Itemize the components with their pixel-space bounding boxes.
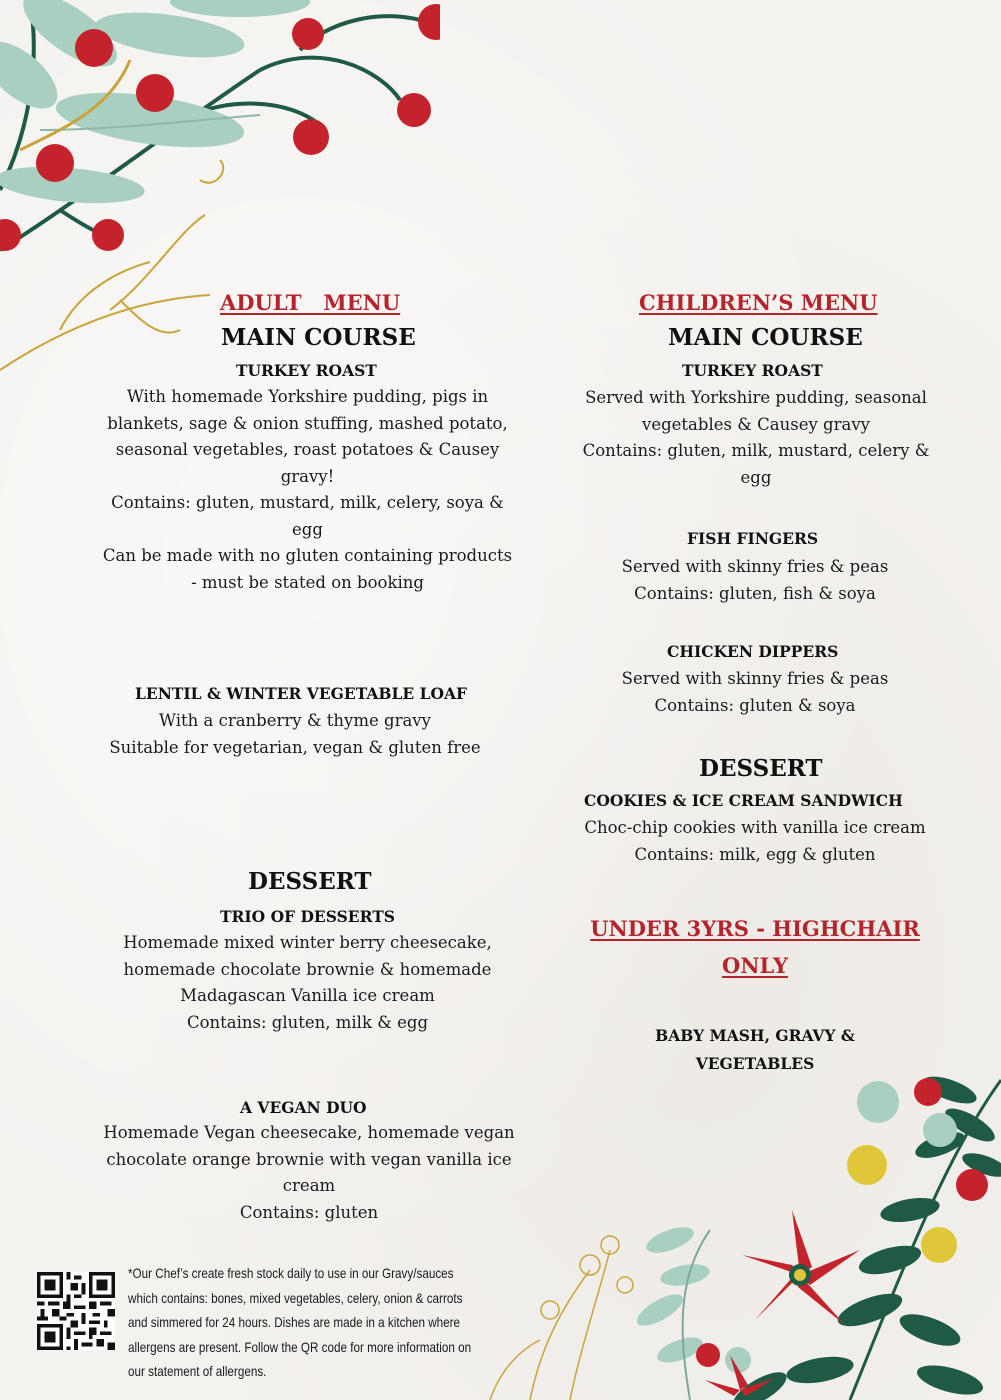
adult-main-course-heading: MAIN COURSE (221, 324, 416, 351)
children-chicken-dippers-name: CHICKEN DIPPERS (667, 642, 839, 661)
children-main-course-heading: MAIN COURSE (668, 324, 863, 351)
adult-trio-desserts-description (80, 930, 535, 1036)
desc-line: Homemade mixed winter berry cheesecake, (123, 933, 492, 952)
adult-trio-desserts-name: TRIO OF DESSERTS (220, 907, 395, 926)
title-line: UNDER 3YRS - HIGHCHAIR (590, 916, 920, 941)
desc-line: Served with skinny fries & peas (621, 669, 889, 688)
footnote-line: and simmered for 24 hours. Dishes are made in a kitchen where (128, 1315, 461, 1330)
desc-line: Suitable for vegetarian, vegan & gluten free (109, 737, 481, 757)
under-3yrs-highchair-title (560, 910, 950, 984)
adult-lentil-loaf-description (80, 708, 510, 761)
children-cookies-sandwich-name: COOKIES & ICE CREAM SANDWICH (584, 791, 903, 810)
footnote-line: which contains: bones, mixed vegetables, celery, onion & carrots (128, 1290, 463, 1306)
desc-line: Can be made with no gluten containing products (102, 546, 513, 565)
title-line: ONLY (722, 953, 788, 978)
desc-line: Choc-chip cookies with vanilla ice cream (584, 818, 926, 837)
qr-code-icon[interactable] (37, 1272, 115, 1350)
desc-line: - must be stated on booking (191, 572, 424, 592)
allergen-footnote (128, 1262, 524, 1385)
desc-line: homemade chocolate brownie & homemade (123, 959, 492, 979)
desc-line: Contains: gluten, milk & egg (186, 1012, 429, 1032)
desc-line: egg (292, 519, 323, 539)
adult-vegan-duo-name: A VEGAN DUO (240, 1098, 367, 1117)
desc-line: Contains: gluten & soya (654, 695, 856, 715)
children-dessert-heading: DESSERT (699, 755, 823, 782)
desc-line: With homemade Yorkshire pudding, pigs in (126, 387, 489, 406)
desc-line: Contains: gluten, fish & soya (634, 583, 876, 603)
desc-line: cream (282, 1176, 336, 1195)
adult-menu-title: ADULT MENU (220, 290, 401, 315)
poinsettia-foliage-decoration (470, 1070, 1001, 1400)
desc-line: egg (740, 467, 772, 487)
dish-line: VEGETABLES (695, 1054, 815, 1073)
adult-dessert-heading: DESSERT (248, 868, 372, 895)
children-fish-fingers-description (560, 554, 950, 607)
desc-line: Contains: gluten, milk, mustard, celery & (582, 441, 930, 460)
desc-line: Madagascan Vanilla ice cream (180, 986, 435, 1005)
desc-line: chocolate orange brownie with vegan vanilla ice (106, 1149, 512, 1169)
children-menu-title: CHILDREN’S MENU (639, 290, 878, 315)
footnote-line: our statement of allergens. (128, 1364, 267, 1379)
adult-lentil-loaf-name: LENTIL & WINTER VEGETABLE LOAF (135, 684, 468, 703)
desc-line: Contains: gluten, mustard, milk, celery, soya & (111, 493, 504, 512)
desc-line: Contains: milk, egg & gluten (634, 844, 876, 864)
desc-line: With a cranberry & thyme gravy (159, 711, 431, 730)
desc-line: Homemade Vegan cheesecake, homemade vegan (103, 1123, 515, 1142)
adult-turkey-roast-description (80, 384, 535, 596)
adult-turkey-roast-name: TURKEY ROAST (236, 361, 377, 380)
desc-line: blankets, sage & onion stuffing, mashed potato, (107, 413, 508, 433)
desc-line: Served with Yorkshire pudding, seasonal (585, 388, 927, 407)
footnote-line: *Our Chef’s create fresh stock daily to use in our Gravy/sauces (128, 1266, 454, 1281)
desc-line: Contains: gluten (239, 1202, 379, 1222)
desc-line: Served with skinny fries & peas (621, 557, 889, 576)
children-turkey-roast-description (560, 385, 952, 491)
desc-line: gravy! (280, 466, 335, 486)
children-fish-fingers-name: FISH FINGERS (687, 529, 819, 548)
children-cookies-sandwich-description (560, 815, 950, 868)
desc-line: seasonal vegetables, roast potatoes & Causey (115, 440, 500, 459)
dish-line: BABY MASH, GRAVY & (655, 1026, 855, 1045)
children-turkey-roast-name: TURKEY ROAST (682, 361, 823, 380)
footnote-line: allergens are present. Follow the QR code for more information on (128, 1339, 472, 1355)
children-chicken-dippers-description (560, 666, 950, 719)
desc-line: vegetables & Causey gravy (642, 414, 870, 434)
